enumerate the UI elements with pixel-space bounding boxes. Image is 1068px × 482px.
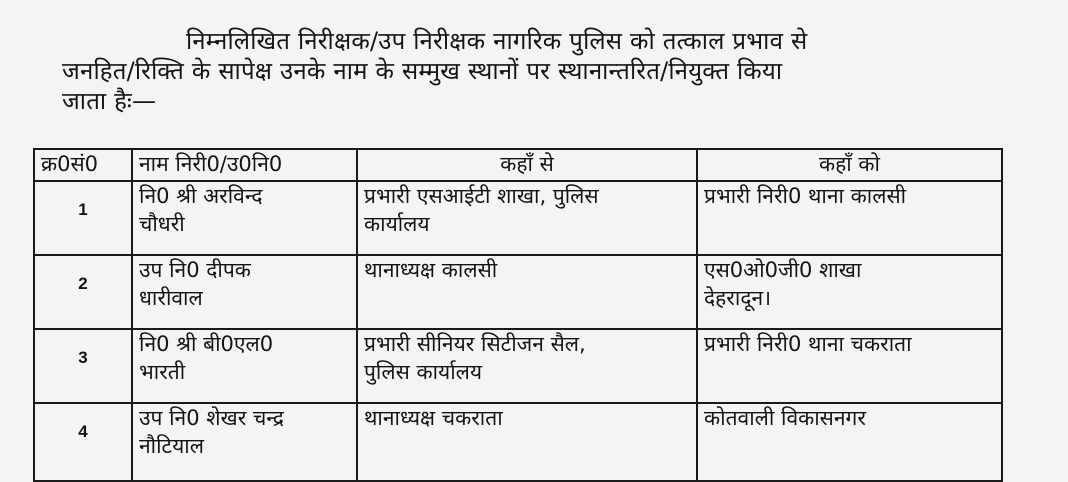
cell-to	[697, 403, 1002, 481]
to-line-1: प्रभारी निरी0 थाना कालसी	[704, 184, 907, 208]
name-line-1: उप नि0 शेखर चन्द्र	[139, 406, 284, 430]
to-line-2: देहरादून।	[704, 286, 772, 310]
cell-from	[357, 329, 697, 403]
cell-to	[697, 181, 1002, 255]
from-line-1: थानाध्यक्ष कालसी	[364, 258, 498, 282]
name-line-2: नौटियाल	[139, 434, 204, 458]
cell-serial-number: 2	[34, 255, 132, 329]
name-line-1: उप नि0 दीपक	[139, 258, 251, 282]
cell-serial-number: 4	[34, 403, 132, 481]
from-line-2: पुलिस कार्यालय	[364, 360, 483, 384]
name-line-1: नि0 श्री अरविन्द	[139, 184, 263, 208]
cell-name	[132, 403, 357, 481]
cell-serial-number: 3	[34, 329, 132, 403]
cell-from	[357, 181, 697, 255]
header-name: नाम निरी0/उ0नि0	[132, 149, 357, 181]
from-line-1: प्रभारी एसआईटी शाखा, पुलिस	[364, 184, 599, 208]
intro-line-2: जनहित/रिक्ति के सापेक्ष उनके नाम के सम्मुख स्थानों पर स्थानान्तरित/नियुक्त किया	[62, 57, 783, 85]
table-header-row	[34, 149, 1002, 181]
to-line-1: प्रभारी निरी0 थाना चकराता	[704, 332, 912, 356]
header-to: कहाँ को	[697, 149, 1002, 181]
header-from: कहाँ से	[357, 149, 697, 181]
cell-serial-number: 1	[34, 181, 132, 255]
name-line-1: नि0 श्री बी0एल0	[139, 332, 274, 356]
table-row	[34, 329, 1002, 403]
from-line-2: कार्यालय	[364, 212, 430, 236]
name-line-2: भारती	[139, 360, 186, 384]
to-line-1: कोतवाली विकासनगर	[704, 406, 866, 430]
intro-line-1-text: निम्नलिखित निरीक्षक/उप निरीक्षक नागरिक पुलिस को तत्काल प्रभाव से	[186, 27, 808, 55]
intro-paragraph	[62, 26, 962, 116]
from-line-1: प्रभारी सीनियर सिटीजन सैल,	[364, 332, 586, 356]
name-line-2: धारीवाल	[139, 286, 203, 310]
transfer-table	[33, 148, 1003, 482]
to-line-1: एस0ओ0जी0 शाखा	[704, 258, 862, 282]
cell-name	[132, 255, 357, 329]
cell-name	[132, 329, 357, 403]
table-row	[34, 181, 1002, 255]
table-row	[34, 403, 1002, 481]
intro-line-1	[62, 26, 962, 56]
table-row	[34, 255, 1002, 329]
cell-to	[697, 255, 1002, 329]
intro-line-3: जाता हैः—	[62, 87, 157, 115]
header-serial-number: क्र0सं0	[34, 149, 132, 181]
cell-name	[132, 181, 357, 255]
name-line-2: चौधरी	[139, 212, 185, 236]
from-line-1: थानाध्यक्ष चकराता	[364, 406, 503, 430]
cell-to	[697, 329, 1002, 403]
cell-from	[357, 403, 697, 481]
cell-from	[357, 255, 697, 329]
